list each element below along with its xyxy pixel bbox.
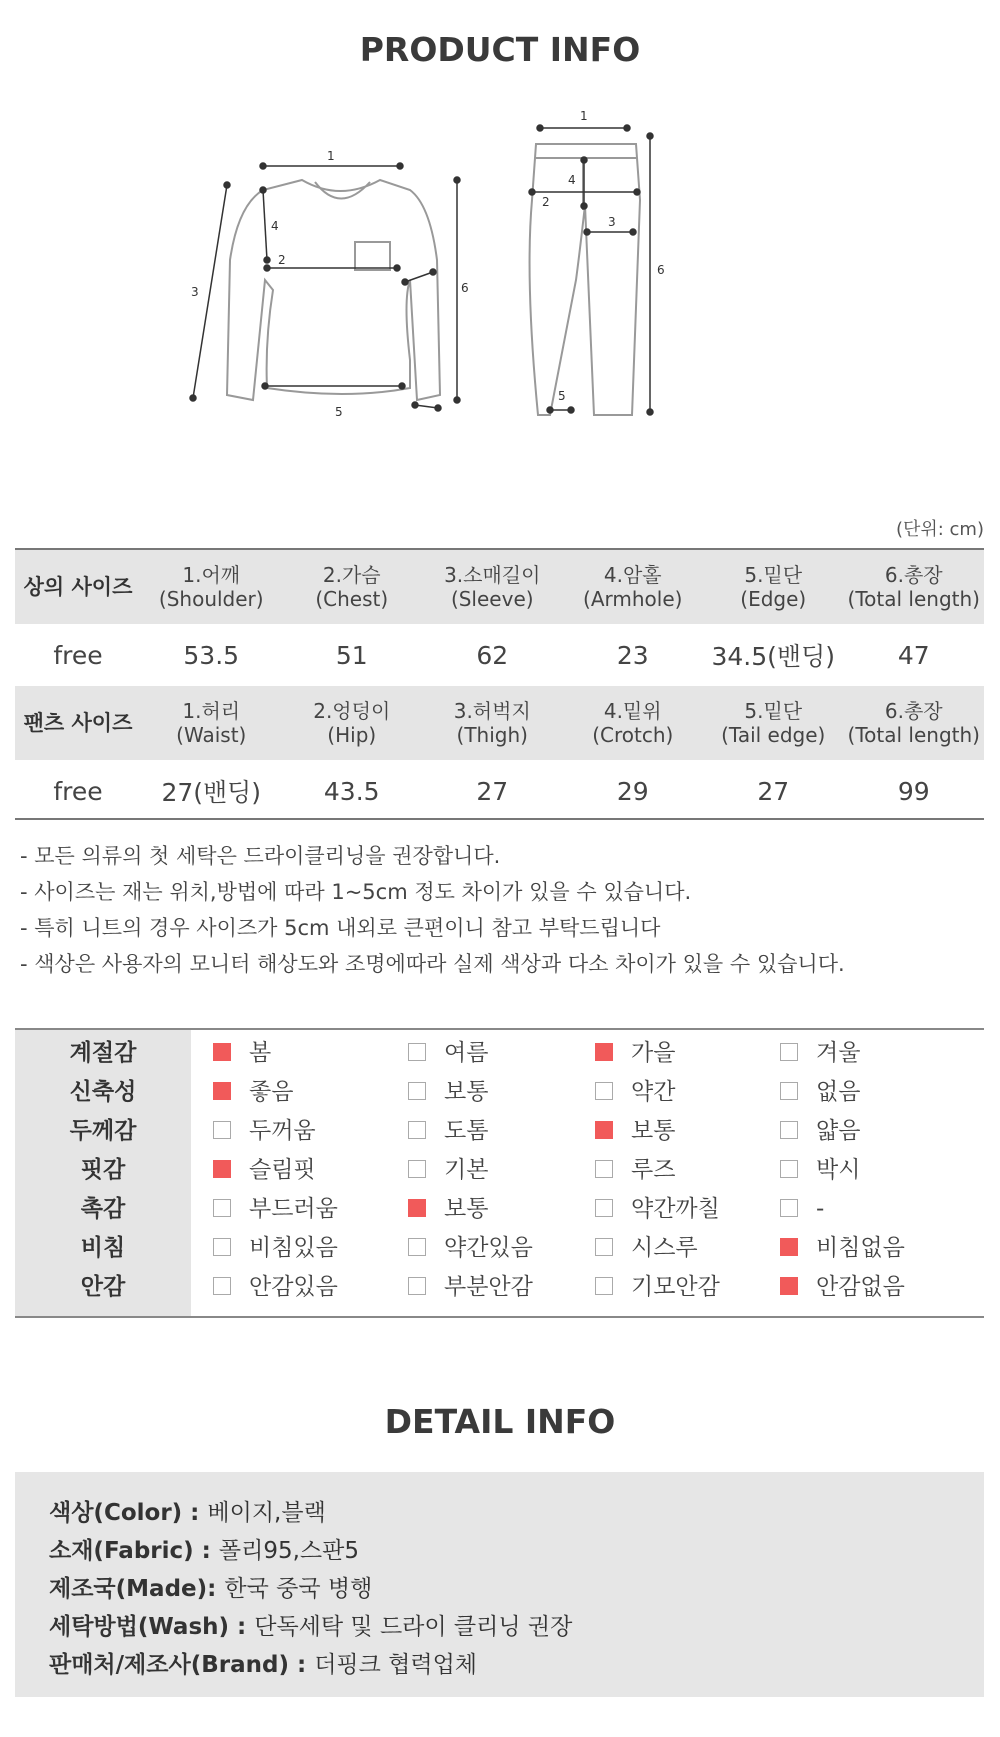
unchecked-box-icon <box>780 1199 798 1217</box>
unchecked-box-icon <box>213 1277 231 1295</box>
feature-bottom-border <box>15 1316 984 1318</box>
value-cell: 62 <box>476 640 509 670</box>
top-size-header-row <box>15 550 984 624</box>
detail-row-wash <box>49 1608 572 1646</box>
feature-label: 안감 <box>80 1274 126 1300</box>
feature-option <box>595 1268 720 1306</box>
feature-option-label: 부분안감 <box>444 1274 533 1300</box>
detail-value: 더핑크 협력업체 <box>314 1652 478 1678</box>
feature-option-label: 안감있음 <box>249 1274 338 1300</box>
feature-option-label: 루즈 <box>631 1157 676 1183</box>
header-cell: 2.엉덩이 (Hip) <box>282 686 423 760</box>
feature-option <box>213 1190 338 1228</box>
detail-key: 색상(Color) : <box>49 1500 208 1526</box>
note-line: - 특히 니트의 경우 사이즈가 5cm 내외로 큰편이니 참고 부탁드립니다 <box>20 916 661 940</box>
value-cell: free <box>53 776 103 806</box>
feature-label: 두께감 <box>69 1118 137 1144</box>
feature-option <box>408 1073 488 1111</box>
feature-option-label: 부드러움 <box>249 1196 338 1222</box>
feature-option <box>408 1268 533 1306</box>
feature-option-label: 박시 <box>816 1157 861 1183</box>
header-cell: 4.암홀 (Armhole) <box>563 550 704 624</box>
value-cell: 29 <box>616 776 649 806</box>
value-cell: 34.5(밴딩) <box>711 642 835 671</box>
checked-box-icon <box>213 1082 231 1100</box>
note-line: - 모든 의류의 첫 세탁은 드라이클리닝을 권장합니다. <box>20 844 501 868</box>
detail-info-title: DETAIL INFO <box>384 1402 616 1441</box>
detail-value: 폴리95,스판5 <box>218 1538 359 1564</box>
checked-box-icon <box>408 1199 426 1217</box>
unchecked-box-icon <box>595 1160 613 1178</box>
header-cell: 3.소매길이 (Sleeve) <box>422 550 563 624</box>
header-cell: 3.허벅지 (Thigh) <box>422 686 563 760</box>
unchecked-box-icon <box>408 1121 426 1139</box>
header-cell: 2.가슴 (Chest) <box>282 550 423 624</box>
detail-row-made <box>49 1570 372 1608</box>
unchecked-box-icon <box>595 1199 613 1217</box>
feature-option <box>213 1151 316 1189</box>
header-cell: 5.밑단 (Edge) <box>703 550 844 624</box>
detail-row-fabric <box>49 1532 359 1570</box>
feature-row <box>15 1073 984 1111</box>
unchecked-box-icon <box>408 1082 426 1100</box>
feature-option-label: 두꺼움 <box>249 1118 316 1144</box>
detail-key: 제조국(Made): <box>49 1576 225 1602</box>
header-cell: 1.허리 (Waist) <box>141 686 282 760</box>
feature-option <box>780 1112 860 1150</box>
pants-garment-diagram <box>542 109 760 470</box>
top-label-5: 5 <box>335 405 343 419</box>
feature-option <box>780 1268 905 1306</box>
pants-label-3: 3 <box>608 215 616 229</box>
feature-option <box>595 1151 675 1189</box>
unchecked-box-icon <box>408 1238 426 1256</box>
feature-option <box>408 1151 488 1189</box>
feature-option-label: 비침없음 <box>816 1235 905 1261</box>
top-garment-diagram <box>191 149 525 480</box>
feature-option-label: 보통 <box>631 1118 676 1144</box>
unchecked-box-icon <box>213 1199 231 1217</box>
feature-row <box>15 1229 984 1267</box>
pants-label-1: 1 <box>580 109 588 123</box>
feature-row <box>15 1034 984 1072</box>
detail-value: 베이지,블랙 <box>207 1500 326 1526</box>
unchecked-box-icon <box>595 1277 613 1295</box>
unchecked-box-icon <box>408 1160 426 1178</box>
feature-option-label: 약간있음 <box>444 1235 533 1261</box>
feature-option-label: 보통 <box>444 1196 489 1222</box>
unchecked-box-icon <box>213 1238 231 1256</box>
pants-size-value-row <box>15 760 984 822</box>
value-cell: 51 <box>335 640 368 670</box>
value-cell: 43.5 <box>323 776 380 806</box>
value-cell: 53.5 <box>183 640 240 670</box>
feature-option <box>595 1034 675 1072</box>
feature-option-label: 겨울 <box>816 1040 861 1066</box>
top-label-2: 2 <box>278 253 286 267</box>
pants-label-4: 4 <box>568 173 576 187</box>
value-cell: free <box>53 640 103 670</box>
pants-label-2: 2 <box>542 195 550 209</box>
feature-top-border <box>15 1028 984 1030</box>
feature-option <box>595 1190 720 1228</box>
pants-size-table <box>15 686 984 822</box>
feature-option-label: 보통 <box>444 1079 489 1105</box>
checked-box-icon <box>213 1043 231 1061</box>
top-size-value-row <box>15 624 984 686</box>
feature-option <box>780 1229 905 1267</box>
unchecked-box-icon <box>213 1121 231 1139</box>
header-cell: 6.총장 (Total length) <box>844 550 985 624</box>
product-info-title: PRODUCT INFO <box>359 30 641 69</box>
top-label-1: 1 <box>327 149 335 163</box>
detail-value: 단독세탁 및 드라이 클리닝 권장 <box>254 1614 573 1640</box>
feature-option-label: 슬림핏 <box>249 1157 316 1183</box>
pants-label-6: 6 <box>657 263 665 277</box>
feature-option <box>595 1229 698 1267</box>
feature-row <box>15 1112 984 1150</box>
unchecked-box-icon <box>780 1121 798 1139</box>
feature-row <box>15 1190 984 1228</box>
feature-option-label: 약간까칠 <box>631 1196 720 1222</box>
feature-option-label: 없음 <box>816 1079 861 1105</box>
checked-box-icon <box>595 1121 613 1139</box>
header-cell: 4.밑위 (Crotch) <box>563 686 704 760</box>
feature-option <box>213 1229 338 1267</box>
detail-key: 판매처/제조사(Brand) : <box>49 1652 315 1678</box>
unchecked-box-icon <box>780 1160 798 1178</box>
unchecked-box-icon <box>595 1082 613 1100</box>
header-cell: 1.어깨 (Shoulder) <box>141 550 282 624</box>
value-cell: 23 <box>616 640 649 670</box>
header-cell: 상의 사이즈 <box>15 550 141 624</box>
value-cell: 27 <box>476 776 509 806</box>
feature-row <box>15 1151 984 1189</box>
feature-option-label: 비침있음 <box>249 1235 338 1261</box>
feature-option-label: 좋음 <box>249 1079 294 1105</box>
feature-option-label: 기모안감 <box>631 1274 720 1300</box>
feature-option <box>780 1151 860 1189</box>
feature-option-label: 약간 <box>631 1079 676 1105</box>
detail-row-brand <box>49 1646 477 1684</box>
feature-label: 신축성 <box>69 1079 137 1105</box>
feature-option <box>595 1112 675 1150</box>
pants-size-header-row <box>15 686 984 760</box>
header-cell: 팬츠 사이즈 <box>15 686 141 760</box>
unchecked-box-icon <box>408 1277 426 1295</box>
feature-option-label: 시스루 <box>631 1235 698 1261</box>
feature-label: 촉감 <box>80 1196 126 1222</box>
pants-label-5: 5 <box>558 389 566 403</box>
top-size-table <box>15 550 984 686</box>
unchecked-box-icon <box>408 1043 426 1061</box>
table-bottom-border <box>15 818 984 820</box>
checked-box-icon <box>213 1160 231 1178</box>
feature-option <box>408 1190 488 1228</box>
checked-box-icon <box>780 1238 798 1256</box>
unchecked-box-icon <box>780 1043 798 1061</box>
header-cell: 5.밑단 (Tail edge) <box>703 686 844 760</box>
feature-option <box>408 1034 488 1072</box>
feature-option <box>408 1112 488 1150</box>
detail-key: 소재(Fabric) : <box>49 1538 219 1564</box>
feature-option <box>213 1073 293 1111</box>
feature-option-label: 여름 <box>444 1040 489 1066</box>
unchecked-box-icon <box>780 1082 798 1100</box>
top-label-4: 4 <box>271 219 279 233</box>
top-label-6: 6 <box>461 281 469 295</box>
feature-row <box>15 1268 984 1306</box>
feature-label: 계절감 <box>69 1040 137 1066</box>
feature-option <box>595 1073 675 1111</box>
detail-row-color <box>49 1494 326 1532</box>
feature-option <box>213 1112 316 1150</box>
checked-box-icon <box>595 1043 613 1061</box>
feature-option-label: - <box>816 1196 825 1222</box>
feature-option <box>213 1268 338 1306</box>
note-line: - 색상은 사용자의 모니터 해상도와 조명에따라 실제 색상과 다소 차이가 있을 수 있습니다. <box>20 952 845 976</box>
care-notes <box>20 838 980 982</box>
feature-option <box>780 1073 860 1111</box>
feature-option-label: 봄 <box>249 1040 272 1066</box>
header-cell: 6.총장 (Total length) <box>844 686 985 760</box>
feature-option-label: 도톰 <box>444 1118 489 1144</box>
feature-option <box>780 1190 824 1228</box>
value-cell: 27(밴딩) <box>161 778 262 807</box>
detail-key: 세탁방법(Wash) : <box>49 1614 255 1640</box>
feature-option-label: 안감없음 <box>816 1274 905 1300</box>
unchecked-box-icon <box>595 1238 613 1256</box>
feature-option-label: 기본 <box>444 1157 489 1183</box>
feature-option <box>408 1229 533 1267</box>
value-cell: 27 <box>757 776 790 806</box>
feature-option <box>213 1034 271 1072</box>
feature-label: 비침 <box>80 1235 126 1261</box>
note-line: - 사이즈는 재는 위치,방법에 따라 1~5cm 정도 차이가 있을 수 있습니다. <box>20 880 692 904</box>
value-cell: 99 <box>897 776 930 806</box>
feature-label: 핏감 <box>80 1157 126 1183</box>
detail-info-box <box>15 1472 984 1697</box>
feature-option-label: 가을 <box>631 1040 676 1066</box>
detail-value: 한국 중국 병행 <box>224 1576 373 1602</box>
top-label-3: 3 <box>191 285 199 299</box>
feature-option <box>780 1034 860 1072</box>
unit-note: (단위: cm) <box>895 519 984 540</box>
feature-option-label: 얇음 <box>816 1118 861 1144</box>
value-cell: 47 <box>897 640 930 670</box>
checked-box-icon <box>780 1277 798 1295</box>
